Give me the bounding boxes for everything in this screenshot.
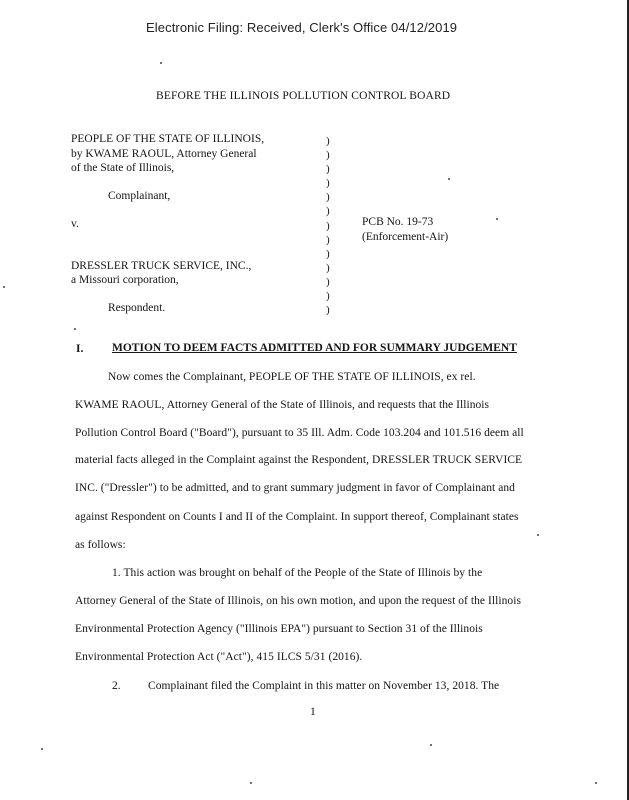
scan-speck (430, 744, 432, 746)
paragraph-line: 1. This action was brought on behalf of the People of the State of Illinois by the (112, 567, 483, 579)
paragraph-line: Environmental Protection Act ("Act"), 415 ILCS 5/31 (2016). (75, 651, 363, 663)
scan-speck (3, 286, 5, 288)
complainant-state: of the State of Illinois, (71, 162, 175, 174)
complainant-attorney: by KWAME RAOUL, Attorney General (71, 148, 257, 160)
intro-line: as follows: (75, 539, 126, 551)
case-type: (Enforcement-Air) (362, 231, 449, 243)
intro-line: KWAME RAOUL, Attorney General of the State of Illinois, and requests that the Illinois (75, 399, 490, 411)
section-title: MOTION TO DEEM FACTS ADMITTED AND FOR SUMMARY JUDGEMENT (112, 342, 517, 354)
intro-line: material facts alleged in the Complaint against the Respondent, DRESSLER TRUCK SERVICE (75, 454, 523, 466)
versus: v. (71, 218, 79, 230)
intro-line: INC. ("Dressler") to be admitted, and to grant summary judgment in favor of Complainant and (75, 482, 515, 494)
respondent-role: Respondent. (108, 302, 166, 314)
scan-speck (160, 62, 162, 64)
filing-stamp: Electronic Filing: Received, Clerk's Office 04/12/2019 (146, 20, 458, 35)
respondent-name: DRESSLER TRUCK SERVICE, INC., (71, 260, 252, 272)
respondent-description: a Missouri corporation, (71, 274, 179, 286)
scan-speck (496, 218, 498, 220)
paragraph-2-text: Complainant filed the Complaint in this matter on November 13, 2018. The (148, 680, 500, 692)
section-number: I. (76, 343, 84, 355)
paragraph-2-number: 2. (112, 680, 121, 692)
scan-speck (595, 782, 597, 784)
case-number: PCB No. 19-73 (362, 216, 434, 228)
page-number: 1 (310, 706, 316, 718)
scan-speck (74, 328, 76, 330)
intro-line: Pollution Control Board ("Board"), pursuant to 35 Ill. Adm. Code 103.204 and 101.516 deem all (75, 427, 524, 439)
paragraph-line: Attorney General of the State of Illinois, on his own motion, and upon the request of the Illinois (75, 595, 521, 607)
scan-speck (448, 178, 450, 180)
scan-speck (537, 534, 539, 536)
intro-line: Now comes the Complainant, PEOPLE OF THE STATE OF ILLINOIS, ex rel. (108, 371, 476, 383)
board-title: BEFORE THE ILLINOIS POLLUTION CONTROL BOARD (156, 90, 451, 102)
intro-line: against Respondent on Counts I and II of the Complaint. In support thereof, Complainant states (75, 511, 519, 523)
complainant-name: PEOPLE OF THE STATE OF ILLINOIS, (71, 133, 265, 145)
scan-speck (41, 748, 43, 750)
paragraph-line: Environmental Protection Agency ("Illinois EPA") pursuant to Section 31 of the Illinois (75, 623, 483, 635)
caption-parentheses: ) ) ) ) ) ) ) ) ) ) ) ) ) (326, 135, 330, 317)
complainant-role: Complainant, (108, 190, 171, 202)
scan-speck (250, 782, 252, 784)
